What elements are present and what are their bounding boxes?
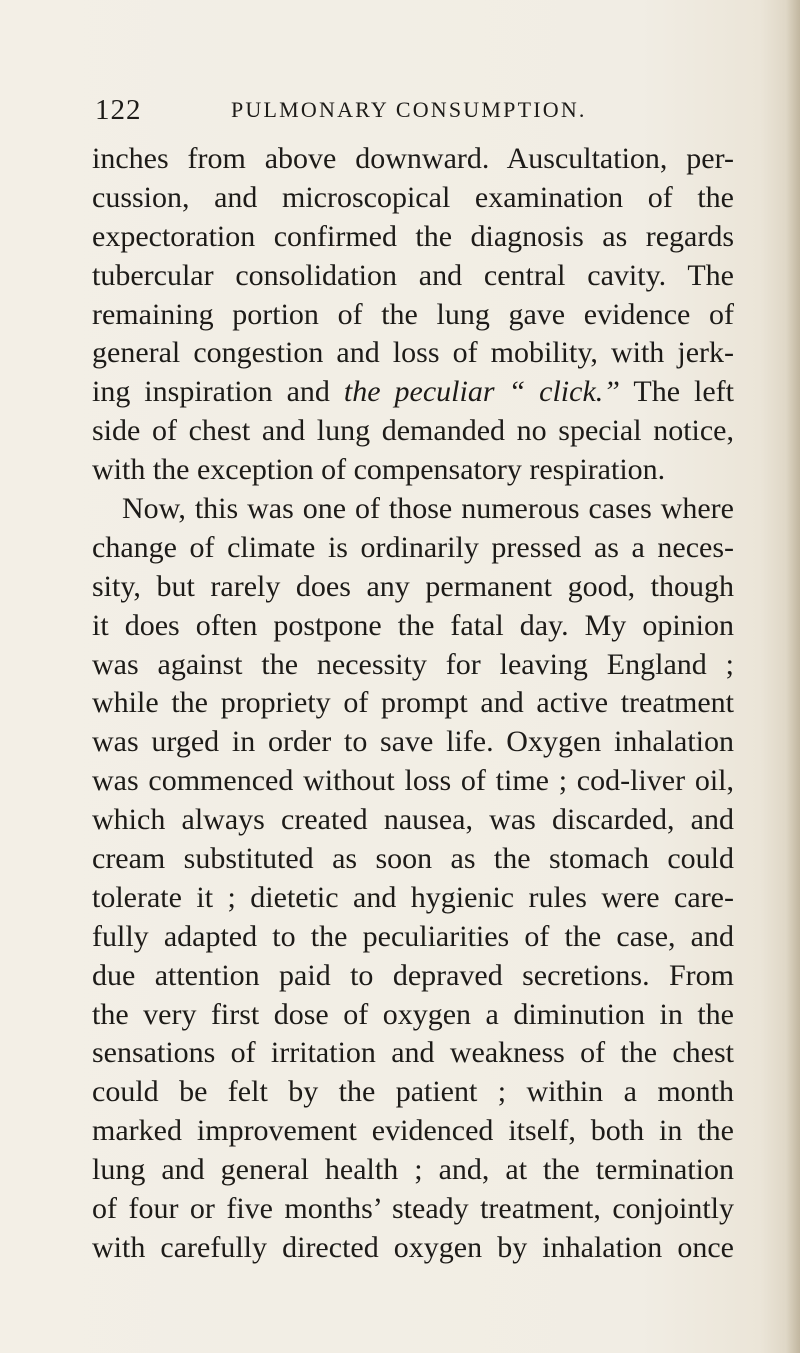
text-line: was against the necessity for leaving England ;: [92, 647, 734, 681]
text-line: could be felt by the patient ; within a month: [92, 1075, 734, 1109]
text-line: cussion, and microscopical examination of the: [92, 180, 734, 214]
text-line: with carefully directed oxygen by inhalation once: [92, 1230, 734, 1264]
text-line: side of chest and lung demanded no special notice,: [92, 414, 734, 448]
text-line: was urged in order to save life. Oxygen inhalation: [92, 725, 734, 759]
text-line: of four or five months’ steady treatment, conjointly: [92, 1192, 734, 1226]
text-line: sensations of irritation and weakness of the chest: [92, 1036, 734, 1070]
text-line: marked improvement evidenced itself, both in the: [92, 1114, 734, 1148]
italic-quote: “ click.”: [508, 375, 620, 409]
text-line: inches from above downward. Auscultation, per-: [92, 142, 734, 175]
text-line: tolerate it ; dietetic and hygienic rules were care-: [92, 880, 734, 914]
text-line: change of climate is ordinarily pressed as a neces-: [92, 530, 734, 564]
italic-phrase: the peculiar: [343, 375, 495, 409]
text-line: lung and general health ; and, at the termination: [92, 1153, 734, 1187]
text-line: expectoration confirmed the diagnosis as regards: [92, 219, 734, 253]
paragraph-start-line: Now, this was one of those numerous cases where: [122, 492, 734, 526]
text-line: it does often postpone the fatal day. My opinion: [92, 608, 734, 642]
page-header: [95, 90, 725, 130]
text-line: was commenced without loss of time ; cod-liver oil,: [92, 764, 734, 798]
page-edge-shadow: [786, 0, 800, 1353]
text-line: which always created nausea, was discarded, and: [92, 803, 734, 837]
running-title: PULMONARY CONSUMPTION.: [231, 97, 587, 122]
text-line: tubercular consolidation and central cavity. The: [92, 258, 734, 292]
text-segment: The left: [633, 375, 734, 409]
text-line: general congestion and loss of mobility, with jerk-: [92, 336, 734, 370]
text-line: cream substituted as soon as the stomach could: [92, 842, 734, 876]
text-line: remaining portion of the lung gave evidence of: [92, 297, 734, 331]
text-line-mixed: [92, 373, 734, 412]
text-line: with the exception of compensatory respiration.: [92, 453, 666, 487]
text-line: the very first dose of oxygen a diminution in the: [92, 997, 734, 1031]
text-line: while the propriety of prompt and active treatment: [92, 686, 734, 720]
text-segment: ing inspiration and: [92, 375, 330, 409]
body-text: [92, 140, 734, 1268]
text-line: sity, but rarely does any permanent good, though: [92, 569, 734, 603]
text-line: due attention paid to depraved secretions. From: [92, 958, 734, 992]
text-line: fully adapted to the peculiarities of the case, and: [92, 919, 734, 953]
page-number: 122: [95, 94, 142, 126]
